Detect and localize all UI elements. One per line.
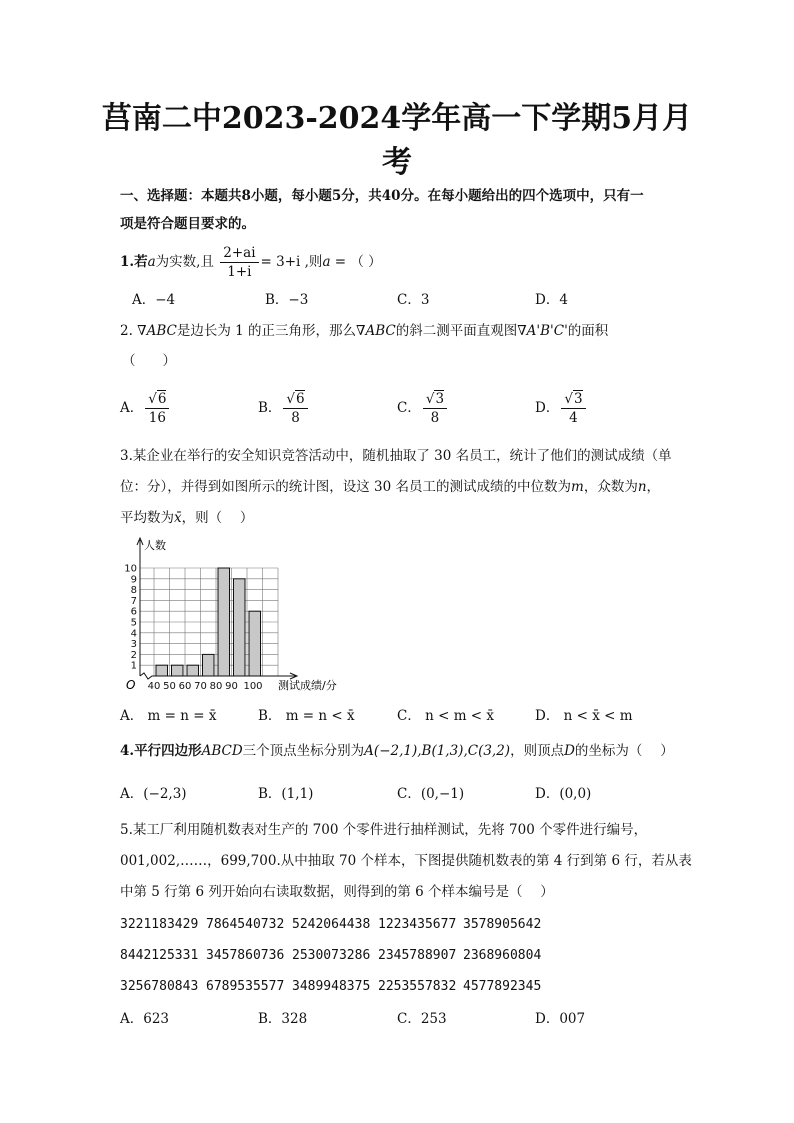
q4-points: A(−2,1),B(1,3),C(3,2)	[364, 743, 511, 759]
q2-paren: （ ）	[122, 353, 176, 369]
q3-text-b: ，众数为	[583, 479, 638, 495]
rn-r0-c3: 1223435677	[378, 917, 457, 932]
q4-text-a: 4.平行四边形	[120, 743, 202, 759]
rn-r1-c1: 3457860736	[206, 948, 285, 963]
page-title-cont: 考	[382, 145, 412, 180]
q1-option-d[interactable]: D．4	[535, 292, 568, 308]
q1-mid: 为实数,且	[155, 254, 214, 270]
q2-num: 2.	[120, 323, 138, 339]
q1-rhs: = 3+i ,则	[260, 254, 323, 270]
q3-var-m: m	[571, 479, 584, 495]
q4-text-c: ，则顶点	[510, 743, 565, 759]
x-tick-label: 50	[163, 681, 176, 692]
q2-option-d[interactable]: D． $\frac{√3}{4}$	[535, 390, 588, 427]
q1-tail: = （ ）	[330, 254, 382, 270]
rn-r0-c4: 3578905642	[463, 917, 542, 932]
question-2	[120, 321, 608, 341]
q5-option-a[interactable]: A．623	[120, 1011, 170, 1027]
rn-r2-c0: 3256780843	[120, 979, 199, 994]
y-tick-label: 9	[130, 574, 137, 586]
q2-option-a-label: A．	[120, 400, 144, 416]
q2-triangle-prime: ∇A'B'C'	[517, 323, 568, 339]
q4-text-b: 三个顶点坐标分别为	[242, 743, 365, 759]
q4-option-b[interactable]: B．(1,1)	[258, 786, 314, 802]
q3-text-a: 位：分），并得到如图所示的统计图，设这 30 名员工的测试成绩的中位数为	[120, 479, 572, 495]
q2-option-b[interactable]: B． $\frac{√6}{8}$	[258, 390, 310, 427]
x-tick-label: 40	[147, 681, 161, 692]
bar-80	[218, 568, 230, 676]
q4-option-d[interactable]: D．(0,0)	[535, 786, 592, 802]
q5-option-d[interactable]: D．007	[535, 1011, 586, 1027]
q2-text-b: 是边长为 1 的正三角形，那么	[176, 323, 357, 339]
rn-r1-c3: 2345788907	[378, 948, 457, 963]
y-tick-label: 8	[130, 585, 137, 597]
q2-text-d: 的面积	[567, 323, 609, 339]
q2-option-c-radicand: 3	[435, 391, 445, 407]
x-tick-label: 80	[209, 681, 223, 692]
rn-r1-c4: 2368960804	[463, 948, 542, 963]
q2-option-b-radicand: 6	[296, 391, 305, 407]
y-tick-label: 5	[130, 617, 137, 629]
q2-option-a-den: 16	[148, 410, 166, 426]
q2-triangle-abc: ∇ABC	[137, 323, 177, 339]
question-5-line2: 001,002,……，699,700.从中抽取 70 个样本，下图提供随机数表的第 4 行到第 6 行，若从表	[120, 853, 692, 869]
q4-option-c[interactable]: C．(0,−1)	[397, 786, 465, 802]
y-tick-label: 6	[130, 606, 137, 618]
bar-60	[187, 665, 199, 676]
bar-40	[156, 665, 168, 676]
x-tick-label: 90	[225, 681, 238, 692]
q2-option-a-radicand: 6	[157, 391, 167, 407]
q3-var-n: n	[637, 479, 647, 495]
q3-var-xbar: x̄	[174, 510, 182, 526]
q1-var-a2: a	[322, 254, 331, 270]
rn-r0-c2: 5242064438	[292, 917, 371, 932]
q2-option-d-den: 4	[569, 410, 578, 426]
q3-text-c: ，	[646, 479, 661, 495]
q3-text-e: ，则（ ）	[181, 510, 254, 526]
q3-option-b[interactable]: B． m = n < x̄	[258, 708, 355, 724]
question-3-line3	[120, 508, 253, 528]
page-title: 莒南二中2023-2024学年高一下学期5月月	[101, 101, 693, 136]
bar-70	[203, 654, 215, 676]
chart-y-label: 人数	[144, 539, 166, 552]
rn-r1-c0: 8442125331	[120, 948, 199, 963]
y-tick-label: 4	[130, 628, 137, 640]
rn-r0-c0: 3221183429	[120, 917, 199, 932]
q3-option-d[interactable]: D． n < x̄ < m	[535, 708, 633, 724]
q2-option-b-den: 8	[291, 410, 300, 426]
q1-option-c[interactable]: C．3	[397, 292, 430, 308]
question-3-line2	[120, 477, 660, 497]
y-tick-label: 2	[130, 649, 137, 661]
bar-90	[234, 579, 246, 676]
question-5-line3: 中第 5 行第 6 列开始向右读取数据，则得到的第 6 个样本编号是（ ）	[120, 884, 554, 900]
q2-option-c[interactable]: C． $\frac{√3}{8}$	[397, 390, 449, 427]
question-3-line1: 3.某企业在举行的安全知识竞答活动中，随机抽取了 30 名员工，统计了他们的测试成绩（单	[120, 448, 672, 464]
rn-r2-c2: 3489948375	[292, 979, 371, 994]
q4-option-a[interactable]: A．(−2,3)	[120, 786, 187, 802]
q2-option-a[interactable]: A． $\frac{√6}{16}$	[120, 390, 171, 427]
q2-triangle-abc-2: ∇ABC	[356, 323, 396, 339]
rn-r0-c1: 7864540732	[206, 917, 285, 932]
q3-option-a[interactable]: A． m = n = x̄	[120, 708, 217, 724]
chart-origin-label: O	[126, 678, 136, 692]
chart-axes	[137, 538, 297, 679]
y-tick-label: 7	[130, 595, 137, 607]
q2-option-c-den: 8	[430, 410, 440, 426]
question-5-line1: 5.某工厂利用随机数表对生产的 700 个零件进行抽样测试，先将 700 个零件进行编号，	[120, 822, 648, 838]
q1-frac-num: 2+ai	[220, 244, 258, 263]
bar-50	[172, 665, 184, 676]
q2-option-b-label: B．	[258, 400, 282, 416]
chart-x-label: 测试成绩/分	[278, 679, 337, 692]
q3-option-c[interactable]: C． n < m < x̄	[397, 708, 495, 724]
rn-r2-c3: 2253557832	[378, 979, 457, 994]
q1-option-a[interactable]: A．−4	[132, 292, 176, 308]
x-tick-label: 60	[178, 681, 192, 692]
rn-r2-c4: 4577892345	[463, 979, 542, 994]
q2-option-d-label: D．	[535, 400, 560, 416]
q4-text-d: 的坐标为（ ）	[574, 743, 674, 759]
q1-var-a: a	[147, 254, 156, 270]
score-bar-chart	[110, 534, 360, 700]
q2-option-c-label: C．	[397, 400, 421, 416]
q2-option-d-radicand: 3	[573, 391, 583, 407]
rn-r2-c1: 6789535577	[206, 979, 285, 994]
q2-text-c: 的斜二测平面直观图	[395, 323, 518, 339]
bar-100	[249, 611, 261, 676]
q1-frac-den: 1+i	[227, 264, 252, 280]
question-1	[120, 244, 382, 281]
q4-d: D	[564, 743, 575, 759]
section-heading-cont: 项是符合题目要求的。	[120, 216, 255, 232]
q5-option-c[interactable]: C．253	[397, 1011, 447, 1027]
section-heading: 一、选择题：本题共8小题，每小题5分，共40分。在每小题给出的四个选项中，只有一	[120, 188, 644, 204]
q1-option-b[interactable]: B．−3	[265, 292, 309, 308]
q3-text-d: 平均数为	[120, 510, 174, 526]
y-tick-label: 10	[124, 563, 137, 575]
q4-abcd: ABCD	[201, 743, 243, 759]
question-4	[120, 741, 674, 761]
rn-r1-c2: 2530073286	[292, 948, 371, 963]
y-tick-label: 3	[130, 639, 137, 651]
q1-fraction	[220, 244, 258, 281]
q1-prefix: 1.若	[120, 254, 148, 270]
q5-option-b[interactable]: B．328	[258, 1011, 308, 1027]
x-tick-label: 70	[194, 681, 207, 692]
x-tick-label: 100	[243, 681, 263, 692]
y-tick-label: 1	[130, 660, 137, 672]
